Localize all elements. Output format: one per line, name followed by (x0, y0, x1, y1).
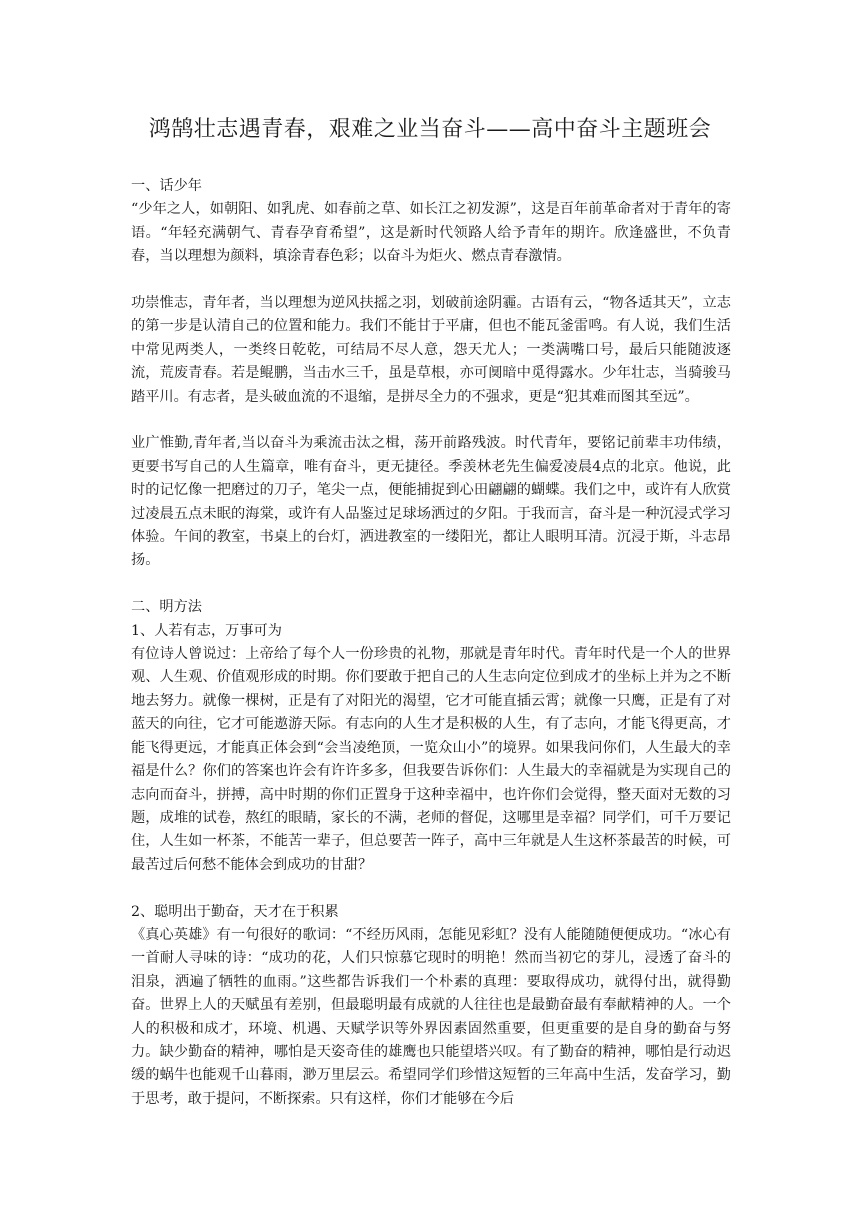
paragraph-spacer (131, 409, 731, 432)
document-body (131, 175, 731, 1111)
paragraph-spacer (131, 573, 731, 596)
paragraph: 业广惟勤,青年者,当以奋斗为乘流击汰之楫，荡开前路残波。时代青年，要铭记前辈丰功伟绩，更要书写自己的人生篇章，唯有奋斗，更无捷径。季羡林老先生偏爱凌晨4点的北京。他说，此时的记忆像一把磨过的刀子，笔尖一点，便能捕捉到心田翩翩的蝴蝶。我们之中，或许有人欣赏过凌晨五点未眠的海棠，或许有人品鉴过足球场洒过的夕阳。于我而言，奋斗是一种沉浸式学习体验。午间的教室，书桌上的台灯，洒进教室的一缕阳光，都让人眼明耳清。沉浸于斯，斗志昂扬。 (131, 435, 731, 569)
document-title: 鸿鹄壮志遇青春，艰难之业当奋斗——高中奋斗主题班会 (148, 117, 712, 142)
paragraph-spacer (131, 877, 731, 900)
section-heading-1: 一、话少年 (131, 178, 202, 194)
subsection-heading-1: 1、人若有志，万事可为 (131, 622, 282, 639)
subsection-heading-2: 2、聪明出于勤奋，天才在于积累 (131, 903, 339, 920)
section-heading-2: 二、明方法 (131, 599, 202, 616)
paragraph: 有位诗人曾说过：上帝给了每个人一份珍贵的礼物，那就是青年时代。青年时代是一个人的世界观、人生观、价值观形成的时期。你们要敢于把自己的人生志向定位到成才的坐标上并为之不断地去努力。就像一棵树，正是有了对阳光的渴望，它才可能直插云霄；就像一只鹰，正是有了对蓝天的向往，它才可能遨游天际。有志向的人生才是积极的人生，有了志向，才能飞得更高，才能飞得更远，才能真正体会到“会当凌绝顶，一览众山小”的境界。如果我问你们，人生最大的幸福是什么？你们的答案也许会有许许多多，但我要告诉你们：人生最大的幸福就是为实现自己的志向而奋斗，拼搏，高中时期的你们正置身于这种幸福中，也许你们会觉得，整天面对无数的习题，成堆的试卷，熬红的眼睛，家长的不满，老师的督促，这哪里是幸福？同学们，可千万要记住，人生如一杯茶，不能苦一辈子，但总要苦一阵子，高中三年就是人生这杯茶最苦的时候，可最苦过后何愁不能体会到成功的甘甜？ (131, 646, 731, 873)
paragraph: “少年之人，如朝阳、如乳虎、如春前之草、如长江之初发源”，这是百年前革命者对于青年的寄语。“年轻充满朝气、青春孕育希望”，这是新时代领路人给予青年的期许。欣逢盛世，不负青春，当以理想为颜料，填涂青春色彩；以奋斗为炬火、燃点青春激情。 (131, 201, 731, 265)
paragraph-spacer (131, 269, 731, 292)
paragraph: 《真心英雄》有一句很好的歌词：“不经历风雨，怎能见彩虹？没有人能随随便便成功。“冰心有一首耐人寻味的诗：“成功的花，人们只惊慕它现时的明艳！然而当初它的芽儿，浸透了奋斗的泪泉，洒遍了牺牲的血雨。”这些都告诉我们一个朴素的真理：要取得成功，就得付出，就得勤奋。世界上人的天赋虽有差别，但最聪明最有成就的人往往也是最勤奋最有奉献精神的人。一个人的积极和成才，环境、机遇、天赋学识等外界因素固然重要，但更重要的是自身的勤奋与努力。缺少勤奋的精神，哪怕是天姿奇佳的雄鹰也只能望塔兴叹。有了勤奋的精神，哪怕是行动迟缓的蜗牛也能观千山暮雨，渺万里层云。希望同学们珍惜这短暂的三年高中生活，发奋学习，勤于思考，敢于提问，不断探索。只有这样，你们才能够在今后 (131, 926, 731, 1107)
paragraph: 功崇惟志，青年者，当以理想为逆风扶摇之羽，划破前途阴霾。古语有云，“物各适其天”，立志的第一步是认清自己的位置和能力。我们不能甘于平庸，但也不能瓦釜雷鸣。有人说，我们生活中常见两类人，一类终日乾乾，可结局不尽人意，怨天尤人；一类满嘴口号，最后只能随波逐流，荒废青春。若是鲲鹏，当击水三千，虽是草根，亦可阒暗中觅得露水。少年壮志，当骑骏马踏平川。有志者，是头破血流的不退缩，是拼尽全力的不强求，更是“犯其难而图其至远”。 (131, 295, 731, 405)
